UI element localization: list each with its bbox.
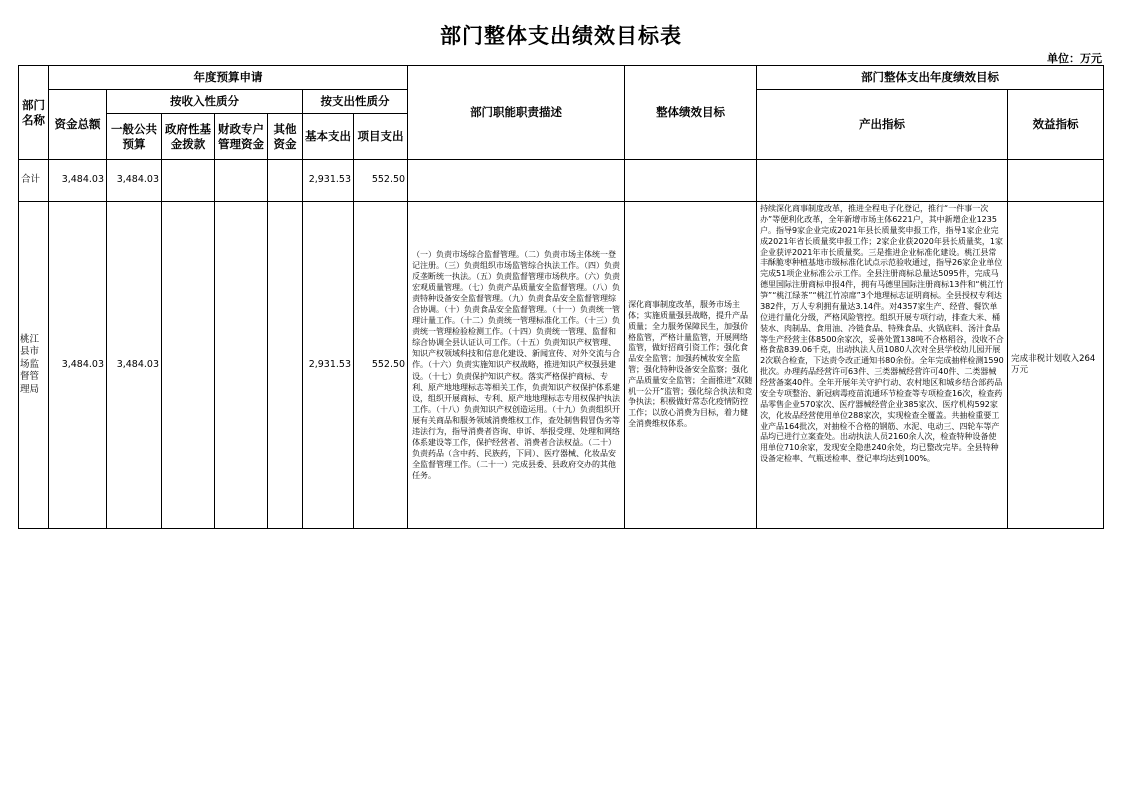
- duty-description: （一）负责市场综合监督管理。（二）负责市场主体统一登记注册。（三）负责组织市场监管综合执法工作。（四）负责反垄断统一执法。（五）负责监督管理市场秩序。（六）负责宏观质量管理。（七）负责产品质量安全监督管理。（八）负责特种设备安全监督管理。（九）负责食品安全监督管理综合协调。（十）负责食品安全监督管理。（十一）负责统一管理计量工作。（十二）负责统一管理标准化工作。（十三）负责统一管理检验检测工作。（十四）负责统一管理、监督和综合协调全县认证认可工作。（十五）负责知识产权管理、知识产权领域科技和信息化建设、新闻宣传、对外交流与合作。（十六）负责实施知识产权战略，推进知识产权强县建设。（十七）负责保护知识产权。落实严格保护商标、专利、原产地地理标志等相关工作，负责知识产权保护体系建设，组织开展商标、专利、原产地地理标志专用权保护执法工作。（十八）负责知识产权创造运用。（十九）负责组织开展有关商品和服务领域消费维权工作，查处制售假冒伪劣等违法行为，指导消费者咨询、申诉、举报受理、处理和网络体系建设等工作，保护经营者、消费者合法权益。（二十）负责药品（含中药、民族药，下同）、医疗器械、化妆品安全监督管理工作。（二十一）完成县委、县政府交办的其他任务。: [408, 202, 625, 529]
- dept-special-fund-cell: [215, 202, 268, 529]
- output-indicator-header: 产出指标: [757, 90, 1008, 160]
- dept-general-budget-value: 3,484.03: [107, 202, 162, 529]
- dept-name: 桃江县市场监督管理局: [19, 202, 49, 529]
- output-indicator-text: 持续深化商事制度改革，推进全程电子化登记，推行“一件事一次办”等便利化改革，全年新增市场主体6221户，其中新增企业1235户。指导9家企业完成2021年县长质量奖申报工作，指导1家企业完成2021年省长质量奖申报工作；2家企业获2020年县长质量奖，1家企业获评2021年市长质量奖。三是推进企业标准化建设。桃江县常丰酥脆枣种植基地市级标准化试点示范验收通过，指导26家企业单位完成51项企业标准公示工作。全县注册商标总量达5095件，完成马德里国际注册商标申报4件，拥有马德里国际注册商标13件和“桃江竹笋”“桃江绿茶”“桃江竹凉席”3个地理标志证明商标。全县授权专利达382件，万人专利拥有量达3.14件。对4357家生产、经营、餐饮单位进行量化分级，严格风险管控。组织开展专项行动，排查大米、桶装水、肉制品、食用油、冷链食品、特殊食品、火锅底料、汤汁食品等生产经营主体8500余家次，妥善处置138吨不合格稻谷，没收不合格食盐839.06千克，出动执法人员1080人次对全县学校幼儿园开展2次联合检查，下达责令改正通知书80余份。全年完成抽样检测1590批次。办理药品经营许可63件、三类器械经营许可40件、二类器械经营备案40件。全年开展年关守护行动、农村地区和城乡结合部药品安全专项整治、新冠病毒疫苗流通环节检查等专项检查16次，检查药品零售企业570家次、医疗器械经营企业385家次、医疗机构592家次，化妆品经营使用单位288家次，实现检查全覆盖。共抽检重要工业产品164批次，对抽检不合格的钢筋、水泥、电动三、四轮车等产品均已进行立案查处。出动执法人员2160余人次，检查特种设备使用单位710余家，发现安全隐患240余处，均已整改完毕。全县特种设备定检率、气瓶送检率、登记率均达到100%。: [757, 202, 1008, 529]
- general-budget-header: 一般公共预算: [107, 114, 162, 160]
- special-fund-header: 财政专户管理资金: [215, 114, 268, 160]
- dept-basic-expense-value: 2,931.53: [303, 202, 354, 529]
- project-expense-header: 项目支出: [354, 114, 408, 160]
- annual-budget-header: 年度预算申请: [49, 66, 408, 90]
- total-basic-expense-value: 2,931.53: [303, 160, 354, 202]
- gov-fund-header: 政府性基金拨款: [162, 114, 215, 160]
- total-label: 合计: [19, 160, 49, 202]
- dept-name-header: 部门名称: [19, 66, 49, 160]
- total-general-budget-value: 3,484.03: [107, 160, 162, 202]
- page-title: 部门整体支出绩效目标表: [440, 24, 682, 48]
- unit-label: 单位：万元: [1047, 52, 1102, 65]
- annual-perf-header: 部门整体支出年度绩效目标: [757, 66, 1104, 90]
- total-goal-cell: [625, 160, 757, 202]
- total-other-fund-cell: [268, 160, 303, 202]
- dept-row: [19, 202, 1104, 529]
- dept-project-expense-value: 552.50: [354, 202, 408, 529]
- total-project-expense-value: 552.50: [354, 160, 408, 202]
- duty-desc-header: 部门职能职责描述: [408, 66, 625, 160]
- total-benefit-cell: [1008, 160, 1104, 202]
- other-fund-header: 其他资金: [268, 114, 303, 160]
- overall-goal-header: 整体绩效目标: [625, 66, 757, 160]
- total-funds-header: 资金总额: [49, 90, 107, 160]
- basic-expense-header: 基本支出: [303, 114, 354, 160]
- total-row: [19, 160, 1104, 202]
- total-funds-value: 3,484.03: [49, 160, 107, 202]
- benefit-indicator-header: 效益指标: [1008, 90, 1104, 160]
- total-output-cell: [757, 160, 1008, 202]
- total-duty-cell: [408, 160, 625, 202]
- overall-goal-text: 深化商事制度改革，服务市场主体；实施质量强县战略，提升产品质量；全力服务保障民生，加强价格监管，严格计量监管，开展网络监管，做好招商引资工作；强化食品安全监管；加强药械妆安全监管；强化特种设备安全监察；强化产品质量安全监管；全面推进“双随机一公开”监管；强化综合执法和竞争执法；积极做好常态化疫情防控工作；以放心消费为目标，着力健全消费维权体系。: [625, 202, 757, 529]
- benefit-indicator-text: 完成非税计划收入264万元: [1008, 202, 1104, 529]
- dept-total-funds-value: 3,484.03: [49, 202, 107, 529]
- dept-gov-fund-cell: [162, 202, 215, 529]
- dept-other-fund-cell: [268, 202, 303, 529]
- by-expense-header: 按支出性质分: [303, 90, 408, 114]
- by-income-header: 按收入性质分: [107, 90, 303, 114]
- total-special-fund-cell: [215, 160, 268, 202]
- total-gov-fund-cell: [162, 160, 215, 202]
- performance-table: [18, 65, 1104, 529]
